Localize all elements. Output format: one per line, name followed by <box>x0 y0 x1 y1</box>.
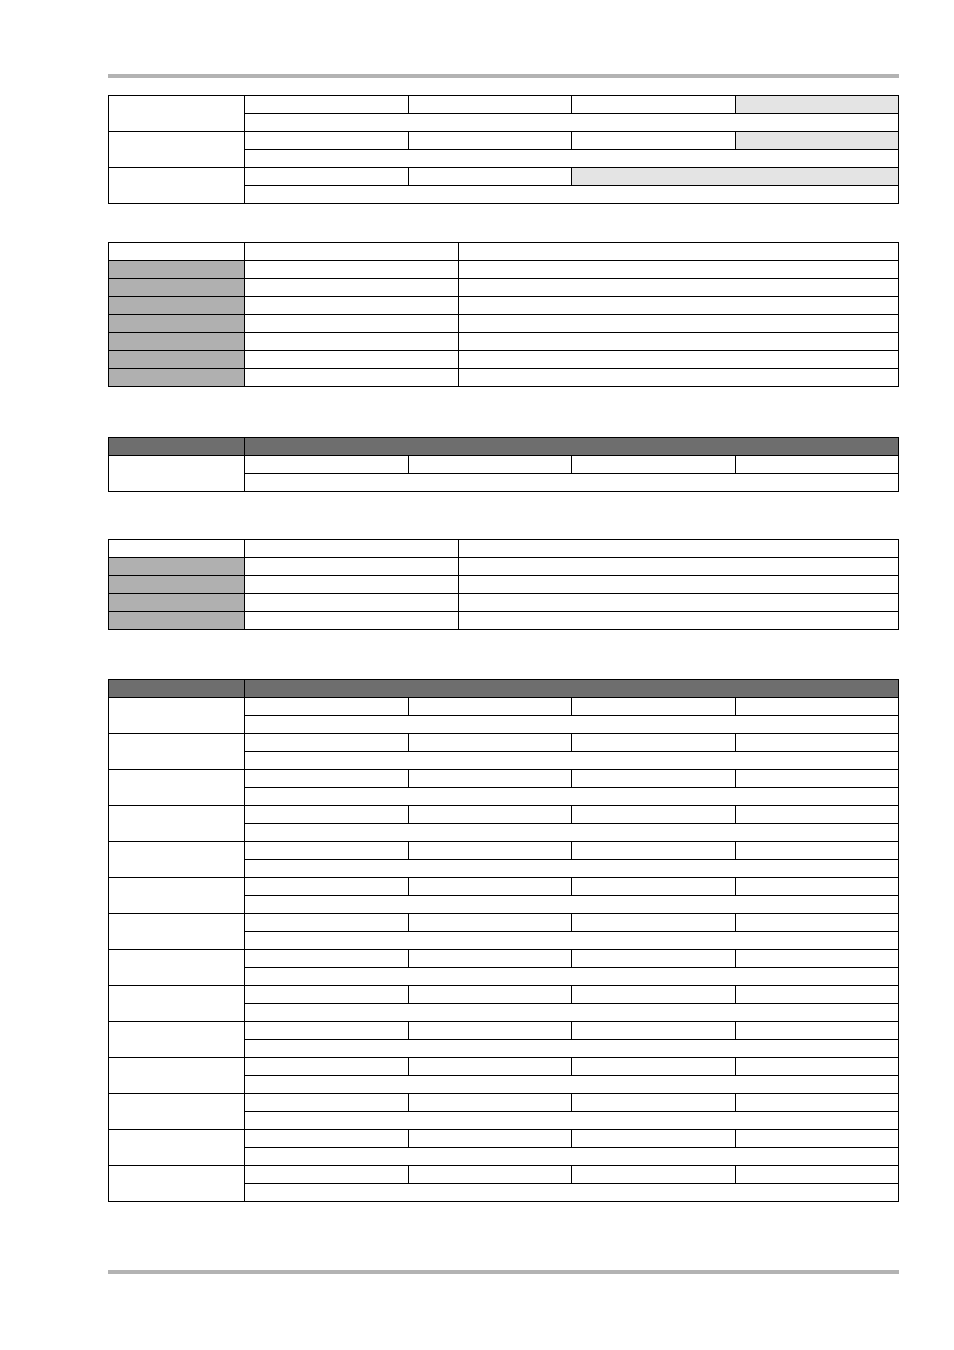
value-cell <box>735 806 899 824</box>
table-row <box>109 986 899 1004</box>
value-cell <box>408 1094 572 1112</box>
value-cell <box>572 734 736 752</box>
row-label <box>109 986 245 1022</box>
row-label <box>109 558 245 576</box>
value-cell <box>572 986 736 1004</box>
parameter-table-1 <box>108 95 899 204</box>
value-cell <box>245 96 409 114</box>
row-label <box>109 806 245 842</box>
note-cell <box>245 716 899 734</box>
row-label <box>109 279 245 297</box>
value-cell <box>408 1022 572 1040</box>
table-row <box>109 1058 899 1076</box>
table-row <box>109 806 899 824</box>
row-label <box>109 842 245 878</box>
description-cell <box>459 261 899 279</box>
value-cell <box>245 1058 409 1076</box>
value-cell <box>735 1094 899 1112</box>
value-cell <box>572 1130 736 1148</box>
value-cell <box>572 842 736 860</box>
value-cell <box>245 333 459 351</box>
value-cell <box>245 1022 409 1040</box>
value-cell <box>245 594 459 612</box>
table-row <box>109 698 899 716</box>
note-cell <box>245 1040 899 1058</box>
description-cell <box>459 333 899 351</box>
value-cell <box>245 1166 409 1184</box>
table-header-row <box>109 540 899 558</box>
value-cell <box>408 950 572 968</box>
table-row <box>109 333 899 351</box>
value-cell <box>408 842 572 860</box>
header-cell <box>109 438 245 456</box>
value-cell <box>408 734 572 752</box>
value-cell <box>572 698 736 716</box>
value-cell <box>735 842 899 860</box>
value-cell <box>735 914 899 932</box>
value-cell <box>572 1166 736 1184</box>
note-cell <box>245 860 899 878</box>
value-cell <box>408 806 572 824</box>
row-label <box>109 576 245 594</box>
note-cell <box>245 968 899 986</box>
value-cell <box>735 770 899 788</box>
value-cell <box>408 1166 572 1184</box>
row-label <box>109 734 245 770</box>
value-cell <box>735 1058 899 1076</box>
value-cell <box>735 1022 899 1040</box>
row-label <box>109 132 245 168</box>
table-row <box>109 576 899 594</box>
header-cell <box>245 438 899 456</box>
value-cell <box>245 734 409 752</box>
note-cell <box>245 896 899 914</box>
row-label <box>109 261 245 279</box>
value-cell <box>245 279 459 297</box>
note-cell <box>245 474 899 492</box>
parameter-table-2 <box>108 242 899 387</box>
value-cell <box>245 132 409 150</box>
row-label <box>109 1022 245 1058</box>
row-label <box>109 1058 245 1094</box>
header-cell <box>245 540 459 558</box>
table-row <box>109 315 899 333</box>
table-row <box>109 734 899 752</box>
value-cell <box>245 698 409 716</box>
value-cell <box>245 612 459 630</box>
value-cell <box>245 369 459 387</box>
table-row <box>109 950 899 968</box>
note-cell <box>245 1076 899 1094</box>
table-row <box>109 1094 899 1112</box>
value-cell <box>245 456 409 474</box>
row-label <box>109 1094 245 1130</box>
value-cell <box>572 806 736 824</box>
value-cell <box>735 1130 899 1148</box>
value-cell <box>735 950 899 968</box>
table-row <box>109 456 899 474</box>
parameter-table-4 <box>108 539 899 630</box>
table-row <box>109 770 899 788</box>
value-cell <box>245 1094 409 1112</box>
note-cell <box>245 788 899 806</box>
table-row <box>109 914 899 932</box>
row-label <box>109 594 245 612</box>
value-cell <box>572 1022 736 1040</box>
value-cell <box>735 734 899 752</box>
table-row <box>109 612 899 630</box>
row-label <box>109 1130 245 1166</box>
value-cell <box>245 1130 409 1148</box>
row-label <box>109 168 245 204</box>
table-row <box>109 1022 899 1040</box>
note-cell <box>245 1184 899 1202</box>
value-cell <box>735 878 899 896</box>
value-cell <box>245 297 459 315</box>
value-cell <box>572 132 736 150</box>
value-cell <box>735 456 899 474</box>
description-cell <box>459 558 899 576</box>
header-cell <box>109 680 245 698</box>
value-cell <box>245 315 459 333</box>
parameter-table-3 <box>108 437 899 492</box>
table-row <box>109 558 899 576</box>
note-cell <box>245 1112 899 1130</box>
row-label <box>109 612 245 630</box>
table-row <box>109 369 899 387</box>
value-cell <box>408 132 572 150</box>
value-cell <box>408 168 572 186</box>
table-row <box>109 168 899 186</box>
value-cell <box>572 878 736 896</box>
value-cell <box>735 132 899 150</box>
note-cell <box>245 1004 899 1022</box>
description-cell <box>459 612 899 630</box>
value-cell <box>572 168 899 186</box>
header-cell <box>459 243 899 261</box>
table-row <box>109 132 899 150</box>
table-row <box>109 297 899 315</box>
description-cell <box>459 315 899 333</box>
value-cell <box>735 698 899 716</box>
description-cell <box>459 369 899 387</box>
value-cell <box>408 878 572 896</box>
value-cell <box>245 950 409 968</box>
row-label <box>109 351 245 369</box>
row-label <box>109 914 245 950</box>
value-cell <box>408 698 572 716</box>
value-cell <box>408 914 572 932</box>
value-cell <box>245 168 409 186</box>
table-row <box>109 878 899 896</box>
table-row <box>109 279 899 297</box>
value-cell <box>245 842 409 860</box>
description-cell <box>459 279 899 297</box>
note-cell <box>245 186 899 204</box>
note-cell <box>245 824 899 842</box>
value-cell <box>735 1166 899 1184</box>
parameter-table-5 <box>108 679 899 1202</box>
value-cell <box>245 576 459 594</box>
value-cell <box>245 558 459 576</box>
value-cell <box>245 878 409 896</box>
value-cell <box>572 96 736 114</box>
value-cell <box>408 1130 572 1148</box>
table-row <box>109 96 899 114</box>
note-cell <box>245 1148 899 1166</box>
table-row <box>109 1130 899 1148</box>
value-cell <box>572 1094 736 1112</box>
value-cell <box>245 261 459 279</box>
row-label <box>109 297 245 315</box>
description-cell <box>459 594 899 612</box>
header-rule <box>108 74 899 78</box>
header-cell <box>109 540 245 558</box>
header-cell <box>459 540 899 558</box>
description-cell <box>459 576 899 594</box>
value-cell <box>572 770 736 788</box>
value-cell <box>245 986 409 1004</box>
value-cell <box>572 914 736 932</box>
table-row <box>109 351 899 369</box>
value-cell <box>408 986 572 1004</box>
note-cell <box>245 932 899 950</box>
value-cell <box>245 914 409 932</box>
row-label <box>109 770 245 806</box>
value-cell <box>735 96 899 114</box>
value-cell <box>408 96 572 114</box>
row-label <box>109 369 245 387</box>
row-label <box>109 333 245 351</box>
value-cell <box>408 1058 572 1076</box>
row-label <box>109 456 245 492</box>
table-header-row <box>109 438 899 456</box>
value-cell <box>735 986 899 1004</box>
value-cell <box>572 950 736 968</box>
row-label <box>109 1166 245 1202</box>
row-label <box>109 315 245 333</box>
header-cell <box>245 680 899 698</box>
table-header-row <box>109 243 899 261</box>
header-cell <box>109 243 245 261</box>
table-row <box>109 1166 899 1184</box>
table-header-row <box>109 680 899 698</box>
value-cell <box>408 456 572 474</box>
footer-rule <box>108 1270 899 1274</box>
table-row <box>109 261 899 279</box>
row-label <box>109 698 245 734</box>
row-label <box>109 96 245 132</box>
value-cell <box>572 456 736 474</box>
value-cell <box>245 351 459 369</box>
table-row <box>109 842 899 860</box>
value-cell <box>245 770 409 788</box>
description-cell <box>459 297 899 315</box>
value-cell <box>245 806 409 824</box>
header-cell <box>245 243 459 261</box>
note-cell <box>245 114 899 132</box>
value-cell <box>572 1058 736 1076</box>
row-label <box>109 950 245 986</box>
description-cell <box>459 351 899 369</box>
table-row <box>109 594 899 612</box>
value-cell <box>408 770 572 788</box>
note-cell <box>245 150 899 168</box>
note-cell <box>245 752 899 770</box>
row-label <box>109 878 245 914</box>
